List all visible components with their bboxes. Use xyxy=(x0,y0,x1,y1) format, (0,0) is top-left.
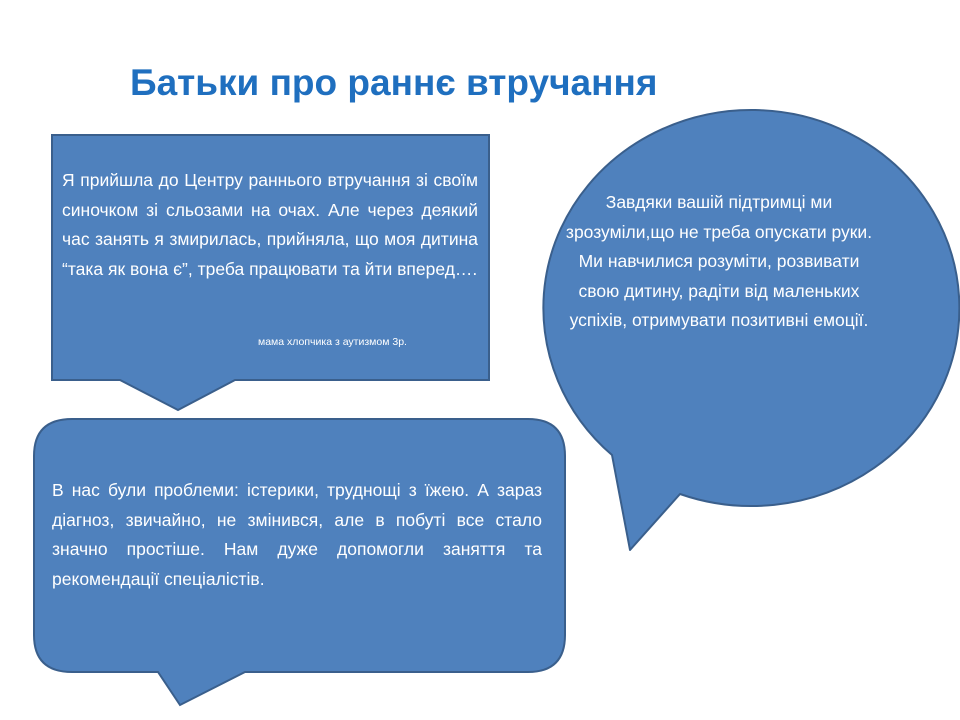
parent-quote-2: В нас були проблеми: істерики, труднощі з їжею. А зараз діагноз, звичайно, не змінився, але в побуті все стало значно простіше. Нам дуже допомогли заняття та рекомендації спеціалістів. xyxy=(52,480,542,589)
parent-quote-1: Я прийшла до Центру раннього втручання зі своїм синочком зі сльозами на очах. Але через деякий час занять я змирилась, прийняла, що моя дитина “така як вона є”, треба працювати та йти вперед…. xyxy=(62,170,478,279)
parent-quote-3: Завдяки вашій підтримці ми зрозуміли,що не треба опускати руки. Ми навчилися розуміти, розвивати свою дитину, радіти від маленьких успіхів, отримувати позитивні емоції. xyxy=(565,192,873,330)
quote-1-author: мама хлопчика з аутизмом 3р. xyxy=(258,336,407,348)
slide-title: Батьки про раннє втручання xyxy=(130,62,658,103)
